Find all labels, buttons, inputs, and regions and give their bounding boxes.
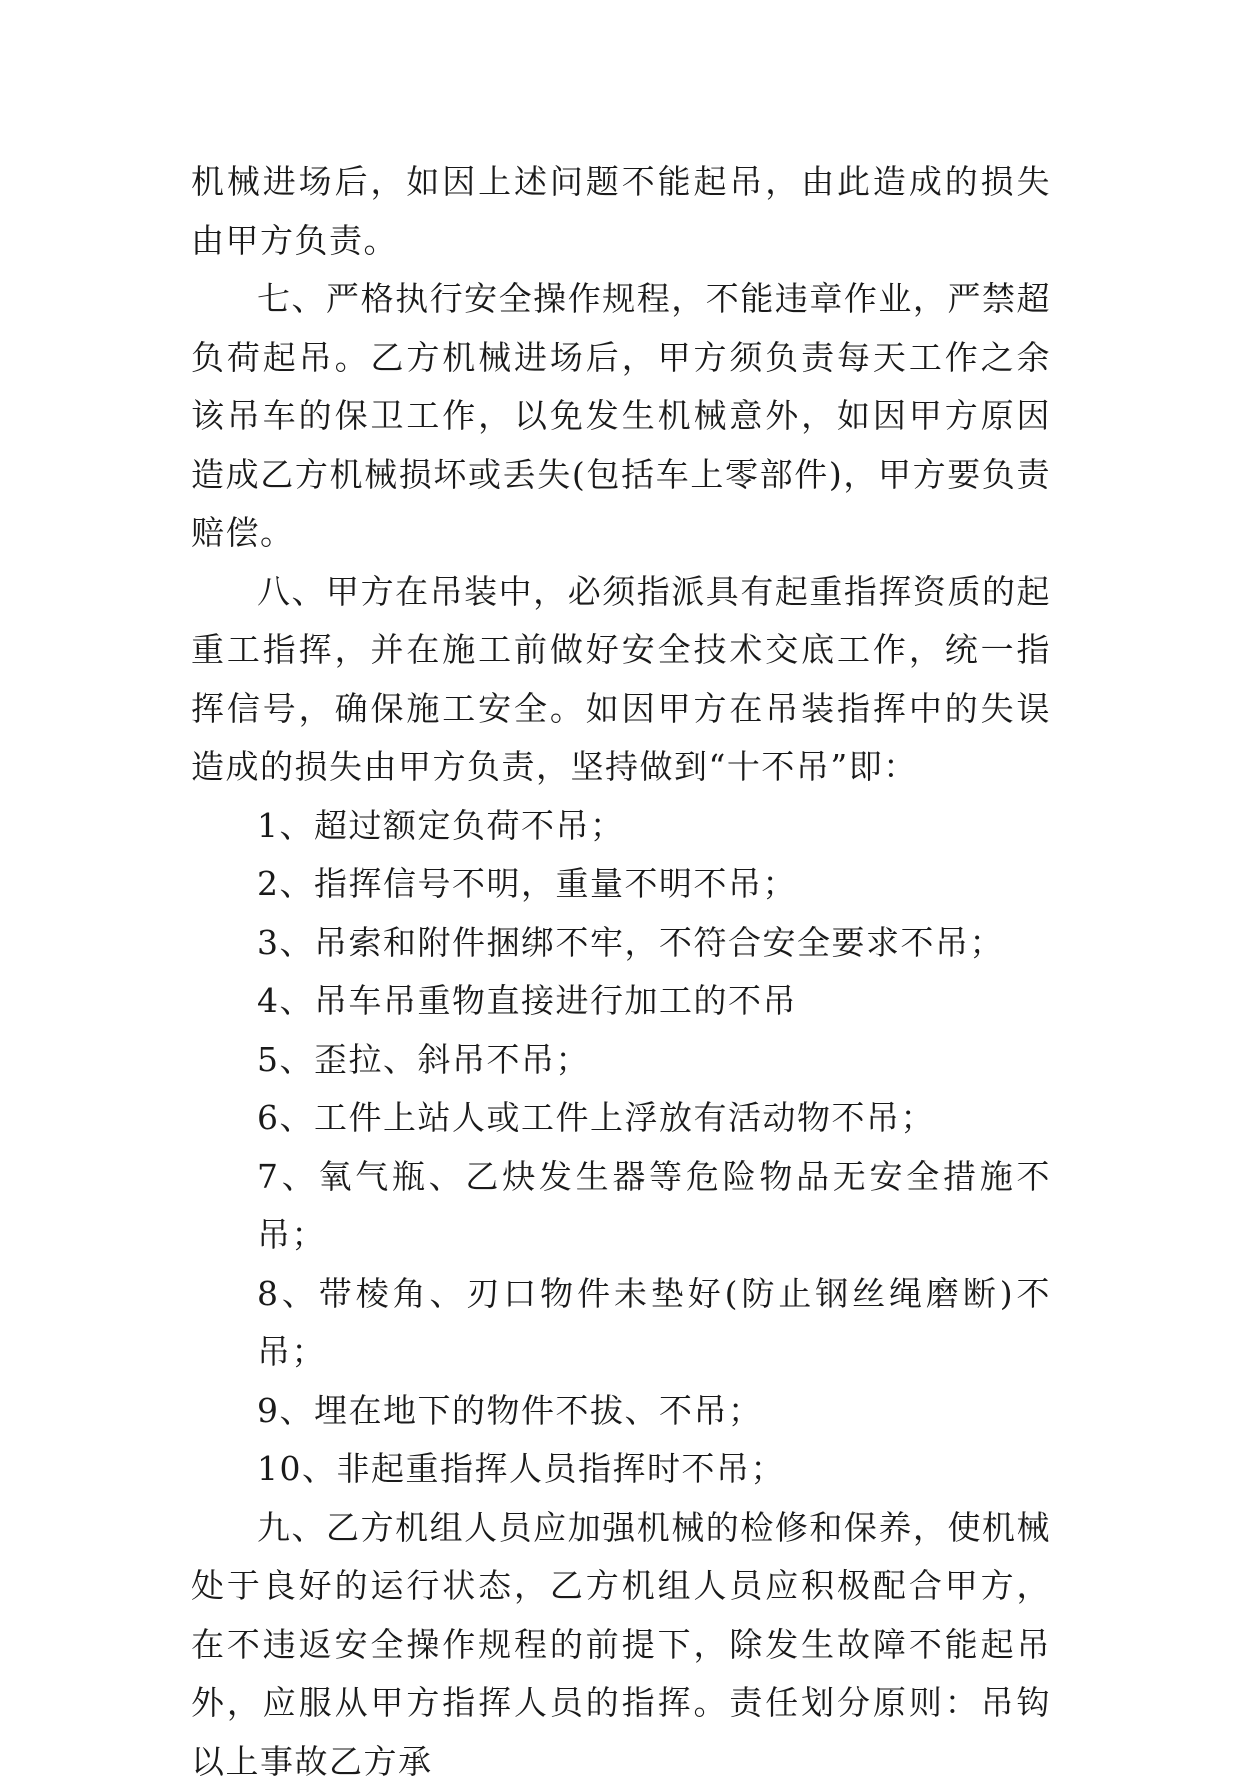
list-item: 7、氧气瓶、乙炔发生器等危险物品无安全措施不吊； [191, 1148, 1051, 1265]
list-item: 1、超过额定负荷不吊； [191, 797, 1051, 856]
list-item: 9、埋在地下的物件不拔、不吊； [191, 1382, 1051, 1441]
paragraph-clause-8: 八、甲方在吊装中，必须指派具有起重指挥资质的起重工指挥，并在施工前做好安全技术交底工作，统一指挥信号，确保施工安全。如因甲方在吊装指挥中的失误造成的损失由甲方负责，坚持做到“十不吊”即： [191, 563, 1051, 797]
list-item: 3、吊索和附件捆绑不牢，不符合安全要求不吊； [191, 914, 1051, 973]
document-body [191, 153, 1051, 1791]
list-item: 5、歪拉、斜吊不吊； [191, 1031, 1051, 1090]
list-item: 10、非起重指挥人员指挥时不吊； [191, 1440, 1051, 1499]
paragraph-clause-9: 九、乙方机组人员应加强机械的检修和保养，使机械处于良好的运行状态，乙方机组人员应积极配合甲方，在不违返安全操作规程的前提下，除发生故障不能起吊外，应服从甲方指挥人员的指挥。责任划分原则：吊钩以上事故乙方承 [191, 1499, 1051, 1791]
list-item: 6、工件上站人或工件上浮放有活动物不吊； [191, 1089, 1051, 1148]
list-item: 2、指挥信号不明，重量不明不吊； [191, 855, 1051, 914]
list-item: 4、吊车吊重物直接进行加工的不吊 [191, 972, 1051, 1031]
list-item: 8、带棱角、刃口物件未垫好(防止钢丝绳磨断)不吊； [191, 1265, 1051, 1382]
paragraph-clause-7: 七、严格执行安全操作规程，不能违章作业，严禁超负荷起吊。乙方机械进场后，甲方须负责每天工作之余该吊车的保卫工作，以免发生机械意外，如因甲方原因造成乙方机械损坏或丢失(包括车上零部件)，甲方要负责赔偿。 [191, 270, 1051, 563]
paragraph-continuation: 机械进场后，如因上述问题不能起吊，由此造成的损失由甲方负责。 [191, 153, 1051, 270]
